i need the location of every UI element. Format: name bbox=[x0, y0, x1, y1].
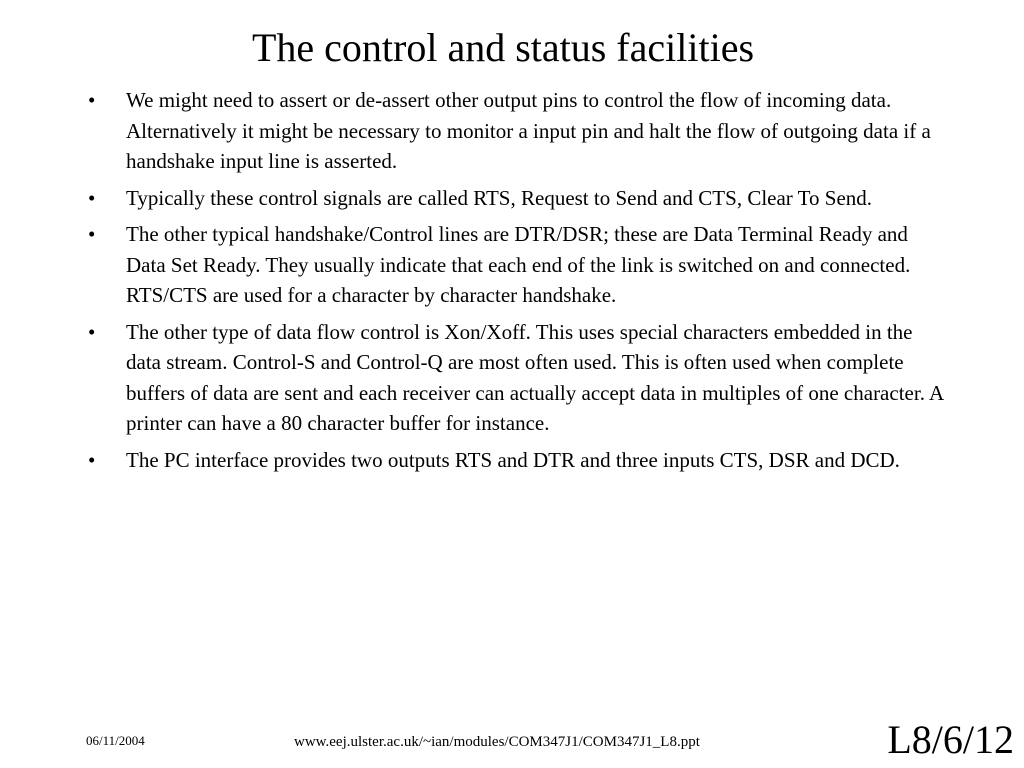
bullet-text: The other typical handshake/Control lines are DTR/DSR; these are Data Terminal Ready and Data Set Ready. They usually indicate that each end of the link is switched on and connected. RTS/CTS are used for a character by character handshake. bbox=[126, 222, 911, 307]
slide-title: The control and status facilities bbox=[251, 25, 755, 70]
bullet-list bbox=[88, 85, 948, 481]
bullet-icon: • bbox=[88, 185, 96, 210]
bullet-text: The PC interface provides two outputs RTS and DTR and three inputs CTS, DSR and DCD. bbox=[126, 447, 900, 472]
bullet-icon: • bbox=[88, 447, 96, 472]
bullet-text: Typically these control signals are called RTS, Request to Send and CTS, Clear To Send. bbox=[126, 185, 873, 210]
bullet-text: We might need to assert or de-assert other output pins to control the flow of incoming data. Alternatively it might be necessary to monitor a input pin and halt the flow of outgoing data if a handshake input line is asserted. bbox=[126, 88, 931, 173]
bullet-item bbox=[88, 317, 948, 439]
bullet-item bbox=[88, 445, 948, 476]
bullet-icon: • bbox=[88, 88, 96, 112]
slide-number: L8/6/12 bbox=[887, 717, 1014, 762]
bullet-text: The other type of data flow control is Xon/Xoff. This uses special characters embedded in the data stream. Control-S and Control-Q are most often used. This is often used when complete buffers of data are sent and each receiver can actually accept data in multiples of one character. A printer can have a 80 character buffer for instance. bbox=[126, 319, 944, 435]
bullet-item bbox=[88, 85, 948, 177]
footer-date: 06/11/2004 bbox=[86, 733, 145, 748]
bullet-icon: • bbox=[88, 222, 96, 246]
bullet-icon: • bbox=[88, 319, 96, 344]
bullet-item bbox=[88, 219, 948, 311]
footer-url: www.eej.ulster.ac.uk/~ian/modules/COM347J1/COM347J1_L8.ppt bbox=[294, 734, 700, 750]
bullet-item bbox=[88, 183, 948, 214]
